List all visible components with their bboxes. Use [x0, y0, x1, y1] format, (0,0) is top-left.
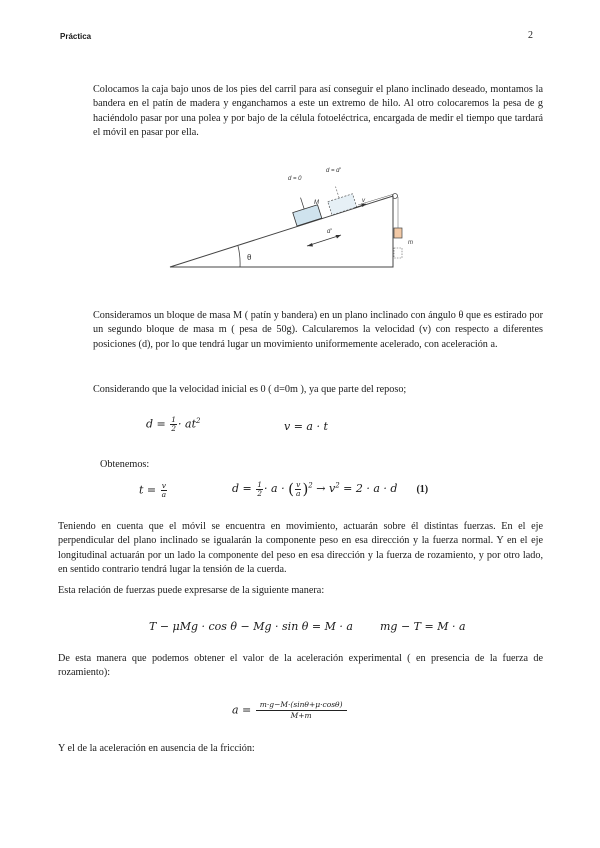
equation-block-m: mg − T = M · a — [380, 620, 466, 633]
angle-arc — [238, 246, 240, 267]
hanging-mass-dashed — [394, 248, 402, 258]
block-dprime — [324, 182, 357, 215]
displacement-label: d' — [327, 229, 332, 235]
equation-distance: d = $\frac{1}{2}$ · $at^2$ — [146, 415, 201, 433]
paragraph-model: Consideramos un bloque de masa M ( patín y bandera) en un plano inclinado con ángulo θ que es estirado por un segundo bloque de masa m ( pesa de 50g). Calcularemos la velocidad (v) con respecto a diferentes posiciones (d), por lo que tendrá lugar un movimiento uniformemente acelerado, con aceleración a. — [93, 310, 543, 350]
label-d-dprime: d = d' — [326, 168, 341, 174]
inclined-plane-figure — [160, 160, 425, 275]
hanging-mass-label: m — [408, 240, 413, 246]
equation-velocity-squared: d = $\frac{1}{2}$ · a · ( $\frac{v}{a}$ )$^2 \to v^2 = 2 \cdot a \cdot d$ (1) — [232, 479, 429, 498]
velocity-label: v — [362, 198, 365, 204]
paragraph-setup: Colocamos la caja bajo unos de los pies del carril para así conseguir el plano inclinado deseado, montamos la bandera en el patín de madera y enganchamos a este un extremo de hilo. Al otro colocaremos la pesa de g haciéndolo pasar por una polea y por bajo de la célula fotoeléctrica, encargada de medir el tiempo que tardará el móvil en pasar por ella. — [93, 84, 543, 139]
block-M-label: M — [314, 200, 319, 206]
paragraph-force-relation: Esta relación de fuerzas puede expresarse de la siguiente manera: — [58, 585, 325, 596]
equation-time: t = $\frac{v}{a}$ — [139, 481, 167, 499]
equation-block-M: T − μMg · cos θ − Mg · sin θ = M · a — [149, 620, 353, 633]
ramp — [170, 196, 393, 267]
paragraph-experimental-acceleration: De esta manera que podemos obtener el valor de la aceleración experimental ( en presencia de la fuerza de rozamiento): — [58, 653, 543, 679]
obtenemos-label: Obtenemos: — [100, 459, 150, 470]
running-header-title: Práctica — [60, 32, 92, 41]
paragraph-forces: Teniendo en cuenta que el móvil se encuentra en movimiento, actuarán sobre él distintas fuerzas. En el eje perpendicular del plano inclinado se igualarán la componente peso en esa dirección y la fuerza normal. Y en el eje longitudinal actuarán por un lado la componente del peso en esa dirección y la fuerza de rozamiento, y por otro lado, en sentido contrario tendrá lugar la tensión de la cuerda. — [58, 521, 543, 576]
block-M — [289, 193, 322, 226]
equation-acceleration: a = $\frac{m\cdot g-M\cdot(\sin\theta+\mu\cdot\cos\theta)}{M+m}$ — [232, 700, 348, 721]
page-number: 2 — [528, 30, 533, 41]
paragraph-frictionless: Y el de la aceleración en ausencia de la fricción: — [58, 743, 255, 754]
hanging-mass — [394, 228, 402, 238]
label-d-zero: d = 0 — [288, 176, 302, 182]
equation-velocity: v = a · t — [284, 420, 328, 433]
theta-label: θ — [247, 253, 252, 262]
equation-number: (1) — [416, 484, 429, 495]
paragraph-initial-velocity: Considerando que la velocidad inicial es 0 ( d=0m ), ya que parte del reposo; — [93, 384, 407, 395]
